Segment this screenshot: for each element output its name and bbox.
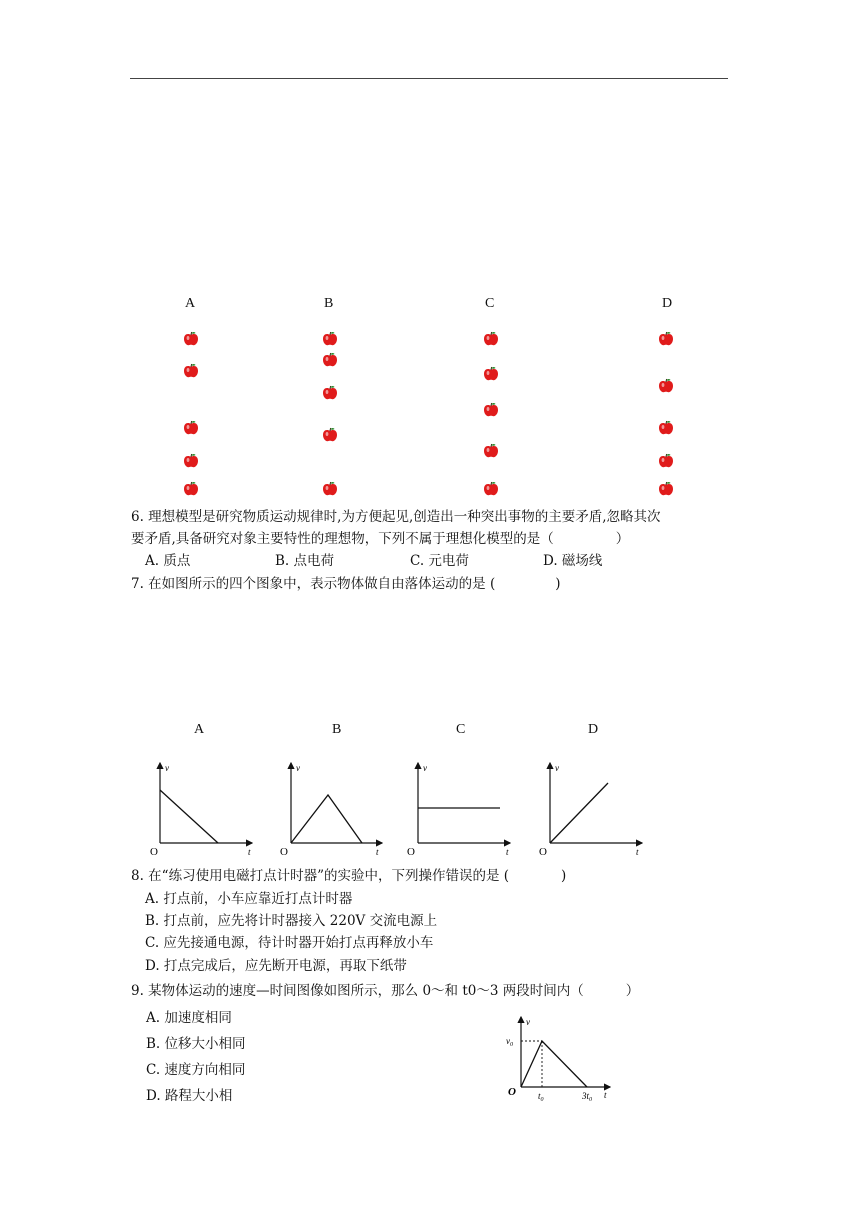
q7-a-origin: O [150,846,158,858]
apple-icon [183,420,199,435]
q5-label-a: A [185,296,196,311]
q7-stem [131,574,561,594]
q9-vt-line [521,1041,587,1087]
apple-icon [658,331,674,346]
q6-stem-line1: 6. 理想模型是研究物质运动规律时,为方便起见,创造出一种突出事物的主要矛盾,忽略其次 [131,509,661,525]
q9-v0-label: $v_0$ [506,1036,513,1048]
q7-b-axis-t: t [376,847,379,857]
q6-option-d: D. 磁场线 [543,553,603,569]
q7-b-axis-v: v [296,763,300,773]
q8-option-a: A. 打点前，小车应靠近打点计时器 [145,891,353,907]
apple-icon [322,352,338,367]
q6-option-b: B. 点电荷 [275,553,335,569]
q7-b-origin: O [280,846,288,858]
apple-icon [658,481,674,496]
q9-axis-v: v [526,1017,530,1027]
apple-icon [322,481,338,496]
apple-icon [658,420,674,435]
q9-option-a: A. 加速度相同 [146,1010,232,1026]
apple-icon [322,427,338,442]
q9-axis-t: t [604,1090,607,1100]
q6-paren-close: ） [615,531,630,547]
q8-stem-text: 8. 在“练习使用电磁打点计时器”的实验中，下列操作错误的是 ( [131,868,510,884]
q9-t0-label: $t_0$ [538,1091,544,1103]
apple-icon [483,481,499,496]
q9-option-c: C. 速度方向相同 [146,1062,246,1078]
q7-c-origin: O [407,846,415,858]
q9-vt-graph [500,1013,618,1105]
q8-option-b: B. 打点前，应先将计时器接入 220V 交流电源上 [145,913,438,929]
q7-graph-a [150,763,252,858]
q6-stem-line2 [131,529,629,549]
q6-option-a: A. 质点 [145,553,191,569]
apple-icon [322,331,338,346]
q7-graph-d [539,763,642,858]
apple-icon [658,378,674,393]
q7-label-d: D [588,722,599,737]
q7-c-axis-v: v [423,763,427,773]
q8-paren-close: ) [561,868,567,884]
q7-a-axis-t: t [248,847,251,857]
q7-label-c: C [456,722,466,737]
q6-option-c: C. 元电荷 [410,553,469,569]
q9-option-d: D. 路程大小相 [146,1088,233,1104]
q9-stem [131,981,639,1001]
q7-a-axis-v: v [165,763,169,773]
apple-icon [483,443,499,458]
apple-icon [483,331,499,346]
q7-label-a: A [194,722,205,737]
apple-icon [483,366,499,381]
apple-icon [183,453,199,468]
q7-label-b: B [332,722,342,737]
q7-graphs [140,755,660,865]
apple-icon [183,481,199,496]
apple-icon [322,385,338,400]
header-rule [130,78,728,79]
apple-icon [183,331,199,346]
q9-option-b: B. 位移大小相同 [146,1036,246,1052]
q6-stem-text: 要矛盾,具备研究对象主要特性的理想物，下列不属于理想化模型的是（ [131,531,554,547]
q7-paren-close: ) [555,576,561,592]
apple-icon [183,363,199,378]
q7-stem-text: 7. 在如图所示的四个图象中，表示物体做自由落体运动的是 ( [131,576,496,592]
q8-stem [131,866,566,886]
q9-origin: O [508,1086,516,1098]
q9-3t0-label: $3t_0$ [582,1091,593,1103]
q7-graph-b [280,763,382,858]
q9-paren-close: ） [625,983,640,999]
q7-d-axis-t: t [636,847,639,857]
q9-stem-text: 9. 某物体运动的速度—时间图像如图所示，那么 0～和 t0～3 两段时间内（ [131,983,584,999]
apple-icon [658,453,674,468]
q5-label-b: B [324,296,334,311]
q7-d-origin: O [539,846,547,858]
q7-c-axis-t: t [506,847,509,857]
q5-label-c: C [485,296,495,311]
q7-graph-c [407,763,510,858]
q8-option-d: D. 打点完成后，应先断开电源，再取下纸带 [145,958,407,974]
apple-icon [483,402,499,417]
q8-option-c: C. 应先接通电源，待计时器开始打点再释放小车 [145,935,434,951]
q5-label-d: D [662,296,673,311]
q7-d-axis-v: v [555,763,559,773]
